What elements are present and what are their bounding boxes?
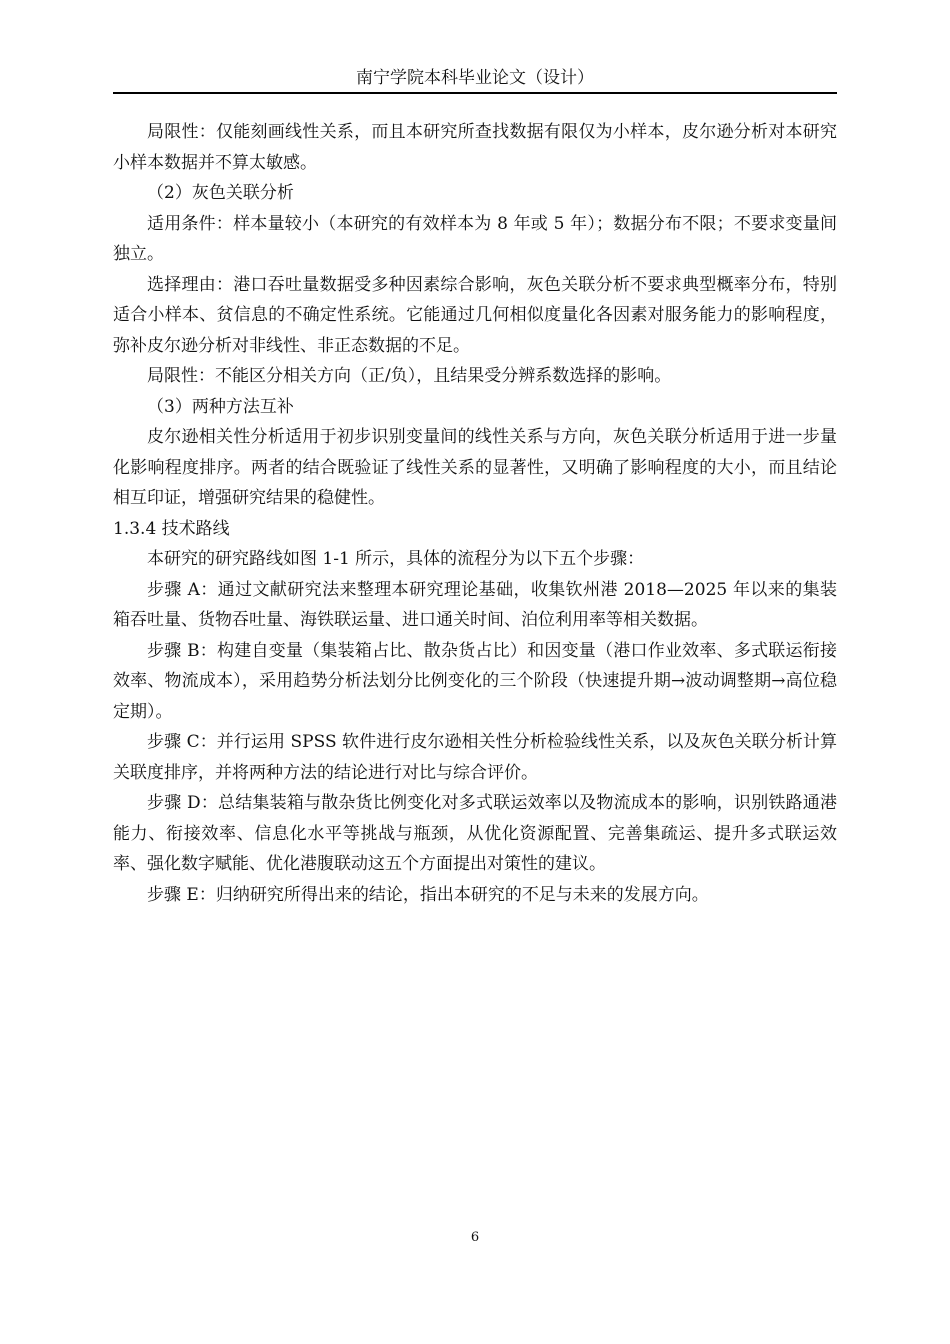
paragraph-grey-reason: 选择理由：港口吞吐量数据受多种因素综合影响，灰色关联分析不要求典型概率分布，特别适合小样本、贫信息的不确定性系统。它能通过几何相似度量化各因素对服务能力的影响程度，弥补皮尔逊分析对非线性、非正态数据的不足。 xyxy=(113,274,837,356)
paragraph-intro: 本研究的研究路线如图 1-1 所示，具体的流程分为以下五个步骤： xyxy=(147,549,645,569)
page-header: 南宁学院本科毕业论文（设计） xyxy=(356,68,594,88)
paragraph-grey-limitation: 局限性：不能区分相关方向（正/负），且结果受分辨系数选择的影响。 xyxy=(147,366,672,386)
subheading-grey-relational: （2）灰色关联分析 xyxy=(147,183,294,203)
subheading-complementary: （3）两种方法互补 xyxy=(147,396,294,417)
step-c: 步骤 C：并行运用 SPSS 软件进行皮尔逊相关性分析检验线性关系，以及灰色关联分析计算关联度排序，并将两种方法的结论进行对比与综合评价。 xyxy=(113,732,837,783)
paragraph-complementary: 皮尔逊相关性分析适用于初步识别变量间的线性关系与方向，灰色关联分析适用于进一步量化影响程度排序。两者的结合既验证了线性关系的显著性，又明确了影响程度的大小，而且结论相互印证，增强研究结果的稳健性。 xyxy=(113,427,837,508)
paragraph-pearson-limitation: 局限性：仅能刻画线性关系，而且本研究所查找数据有限仅为小样本，皮尔逊分析对本研究小样本数据并不算太敏感。 xyxy=(113,122,837,173)
step-b: 步骤 B：构建自变量（集装箱占比、散杂货占比）和因变量（港口作业效率、多式联运衔接效率、物流成本），采用趋势分析法划分比例变化的三个阶段（快速提升期→波动调整期→高位稳定期）。 xyxy=(113,640,837,722)
step-a: 步骤 A：通过文献研究法来整理本研究理论基础，收集钦州港 2018—2025 年以来的集装箱吞吐量、货物吞吐量、海铁联运量、进口通关时间、泊位利用率等相关数据。 xyxy=(113,579,837,630)
step-d: 步骤 D：总结集装箱与散杂货比例变化对多式联运效率以及物流成本的影响，识别铁路通港能力、衔接效率、信息化水平等挑战与瓶颈，从优化资源配置、完善集疏运、提升多式联运效率、强化数字赋能、优化港腹联动这五个方面提出对策性的建议。 xyxy=(113,793,837,874)
page-number: 6 xyxy=(470,1230,480,1245)
body-text xyxy=(113,117,837,910)
header-divider xyxy=(113,92,837,94)
step-e: 步骤 E：归纳研究所得出来的结论，指出本研究的不足与未来的发展方向。 xyxy=(147,884,709,905)
section-heading: 1.3.4 技术路线 xyxy=(113,518,230,539)
paragraph-grey-conditions: 适用条件：样本量较小（本研究的有效样本为 8 年或 5 年）；数据分布不限；不要求变量间独立。 xyxy=(113,213,837,264)
